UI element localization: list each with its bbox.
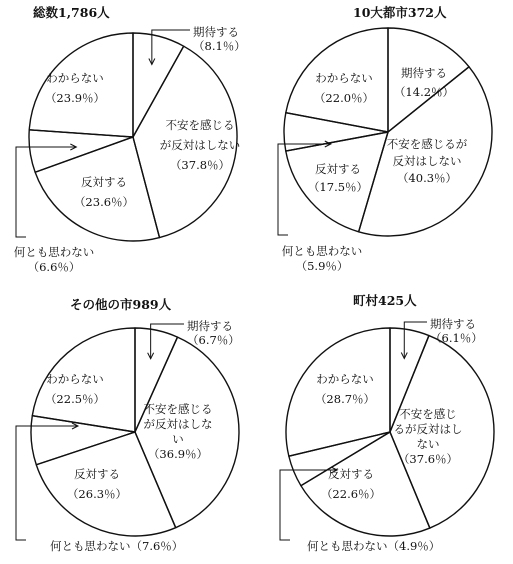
slice-label-fuan: 不安を感じるが [386, 137, 468, 151]
slice-label-wakaranai: わからない [46, 71, 104, 85]
slice-label-fuan-line2: 反対はしない [392, 154, 462, 168]
slice-label-wakaranai: わからない [315, 71, 373, 85]
slice-label-hantai-line2: （23.6％） [73, 195, 135, 209]
slice-label-nantomo: 何とも思わない [13, 245, 95, 259]
slice-label-fuan-line3: い [172, 432, 184, 446]
slice-label-nantomo: 何とも思わない（7.6％） [50, 539, 184, 553]
slice-label-fuan-line4: （37.6％） [397, 452, 459, 466]
slice-label-fuan-line3: （40.3％） [396, 171, 458, 185]
slice-label-hantai: 反対する [81, 175, 127, 189]
pointer-line-kitai [151, 324, 184, 359]
chart-title: 町村425人 [353, 293, 417, 308]
slice-label-kitai: 期待する [193, 25, 239, 39]
slice-label-hantai: 反対する [315, 162, 361, 176]
slice-label-fuan: 不安を感じる [165, 118, 235, 132]
pie-slice-kitai [388, 28, 469, 132]
slice-label-hantai: 反対する [74, 467, 120, 481]
slice-label-kitai: 期待する [187, 319, 233, 333]
slice-label-wakaranai: わからない [316, 372, 374, 386]
slice-label-nantomo-line2: （5.9％） [295, 259, 349, 273]
slice-label-hantai-line2: （17.5％） [307, 180, 369, 194]
slice-label-wakaranai-line2: （22.5％） [44, 392, 106, 406]
slice-label-kitai: 期待する [401, 66, 447, 80]
pie-chart-4 [280, 293, 494, 553]
slice-label-wakaranai-line2: （28.7％） [314, 392, 376, 406]
slice-label-hantai-line2: （22.6％） [320, 487, 382, 501]
slice-label-nantomo: 何とも思わない（4.9％） [307, 539, 441, 553]
slice-label-fuan-line3: ない [416, 437, 440, 451]
pie-chart-2 [278, 5, 492, 273]
pie-chart-3 [16, 297, 240, 553]
slice-label-fuan-line2: が反対はしない [159, 138, 241, 152]
slice-label-fuan-line2: るが反対はし [393, 422, 463, 436]
chart-title: その他の市989人 [70, 297, 172, 312]
pie-slice-hantai [35, 137, 159, 241]
slice-label-wakaranai-line2: （22.0％） [313, 91, 375, 105]
slice-label-kitai: 期待する [430, 317, 476, 331]
slice-label-hantai: 反対する [328, 467, 374, 481]
slice-label-fuan-line2: が反対はしな [143, 417, 213, 431]
leader-line-nantomo [16, 426, 78, 540]
slice-label-wakaranai-line2: （23.9％） [44, 91, 106, 105]
slice-label-kitai-line2: （6.1％） [430, 331, 483, 345]
slice-label-nantomo: 何とも思わない [281, 244, 363, 258]
slice-label-kitai-line2: （14.2％） [393, 85, 455, 99]
slice-label-kitai-line2: （6.7％） [187, 333, 240, 347]
pie-slice-wakaranai [29, 33, 133, 137]
slice-label-kitai-line2: （8.1％） [193, 39, 246, 53]
pointer-line-kitai [404, 322, 427, 358]
pie-slice-fuan [135, 337, 239, 528]
chart-title: 総数1,786人 [33, 5, 110, 20]
chart-title: 10大都市372人 [353, 5, 447, 20]
slice-label-fuan: 不安を感じる [143, 402, 213, 416]
slice-label-fuan: 不安を感じ [399, 407, 457, 421]
slice-label-fuan-line4: （36.9％） [147, 447, 209, 461]
slice-label-hantai-line2: （26.3％） [66, 487, 128, 501]
slice-label-wakaranai: わからない [46, 372, 104, 386]
pie-chart-1 [14, 5, 246, 274]
slice-label-fuan-line3: （37.8％） [169, 158, 231, 172]
slice-label-nantomo-line2: （6.6％） [27, 260, 81, 274]
pie-slice-nantomo [284, 113, 388, 151]
